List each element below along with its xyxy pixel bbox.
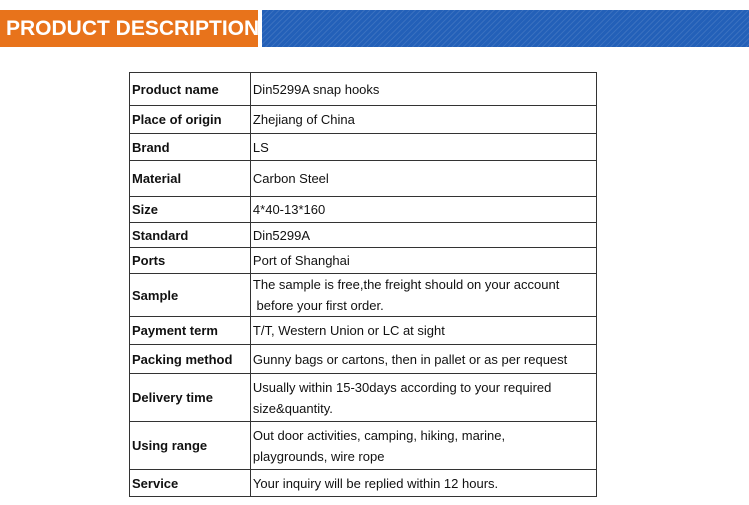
row-label: Delivery time (130, 374, 251, 422)
row-label: Using range (130, 422, 251, 470)
row-value: 4*40-13*160 (250, 197, 596, 223)
row-value: Your inquiry will be replied within 12 hours. (250, 470, 596, 497)
section-title: PRODUCT DESCRIPTION (0, 10, 258, 47)
row-label: Service (130, 470, 251, 497)
row-value: Din5299A snap hooks (250, 73, 596, 106)
banner-stripe (262, 10, 749, 47)
row-label: Payment term (130, 317, 251, 345)
row-value: Zhejiang of China (250, 106, 596, 134)
row-label: Product name (130, 73, 251, 106)
table-row (130, 134, 597, 161)
section-banner (0, 10, 749, 47)
table-row (130, 106, 597, 134)
value-line: Out door activities, camping, hiking, marine, (252, 427, 506, 443)
product-spec-table (129, 72, 597, 497)
row-value (250, 374, 596, 422)
table-row (130, 248, 597, 274)
row-label: Size (130, 197, 251, 223)
row-value: T/T, Western Union or LC at sight (250, 317, 596, 345)
value-line: before your first order. (252, 298, 384, 313)
table-row (130, 197, 597, 223)
table-row (130, 161, 597, 197)
row-label: Ports (130, 248, 251, 274)
table-row (130, 73, 597, 106)
table-row (130, 345, 597, 374)
row-value (250, 274, 596, 317)
table-row (130, 317, 597, 345)
row-label: Place of origin (130, 106, 251, 134)
row-value: Port of Shanghai (250, 248, 596, 274)
row-value: LS (250, 134, 596, 161)
row-value: Carbon Steel (250, 161, 596, 197)
row-label: Brand (130, 134, 251, 161)
value-line: playgrounds, wire rope (252, 448, 385, 464)
row-label: Packing method (130, 345, 251, 374)
row-value (250, 422, 596, 470)
row-label: Material (130, 161, 251, 197)
value-line: Usually within 15-30days according to your required (252, 379, 552, 395)
table-row (130, 274, 597, 317)
row-label: Sample (130, 274, 251, 317)
value-line: size&quantity. (252, 400, 333, 416)
row-label: Standard (130, 223, 251, 248)
row-value: Gunny bags or cartons, then in pallet or as per request (250, 345, 596, 374)
table-row (130, 374, 597, 422)
table-row (130, 470, 597, 497)
table-row (130, 422, 597, 470)
value-line: The sample is free,the freight should on your account (252, 277, 560, 292)
table-row (130, 223, 597, 248)
row-value: Din5299A (250, 223, 596, 248)
